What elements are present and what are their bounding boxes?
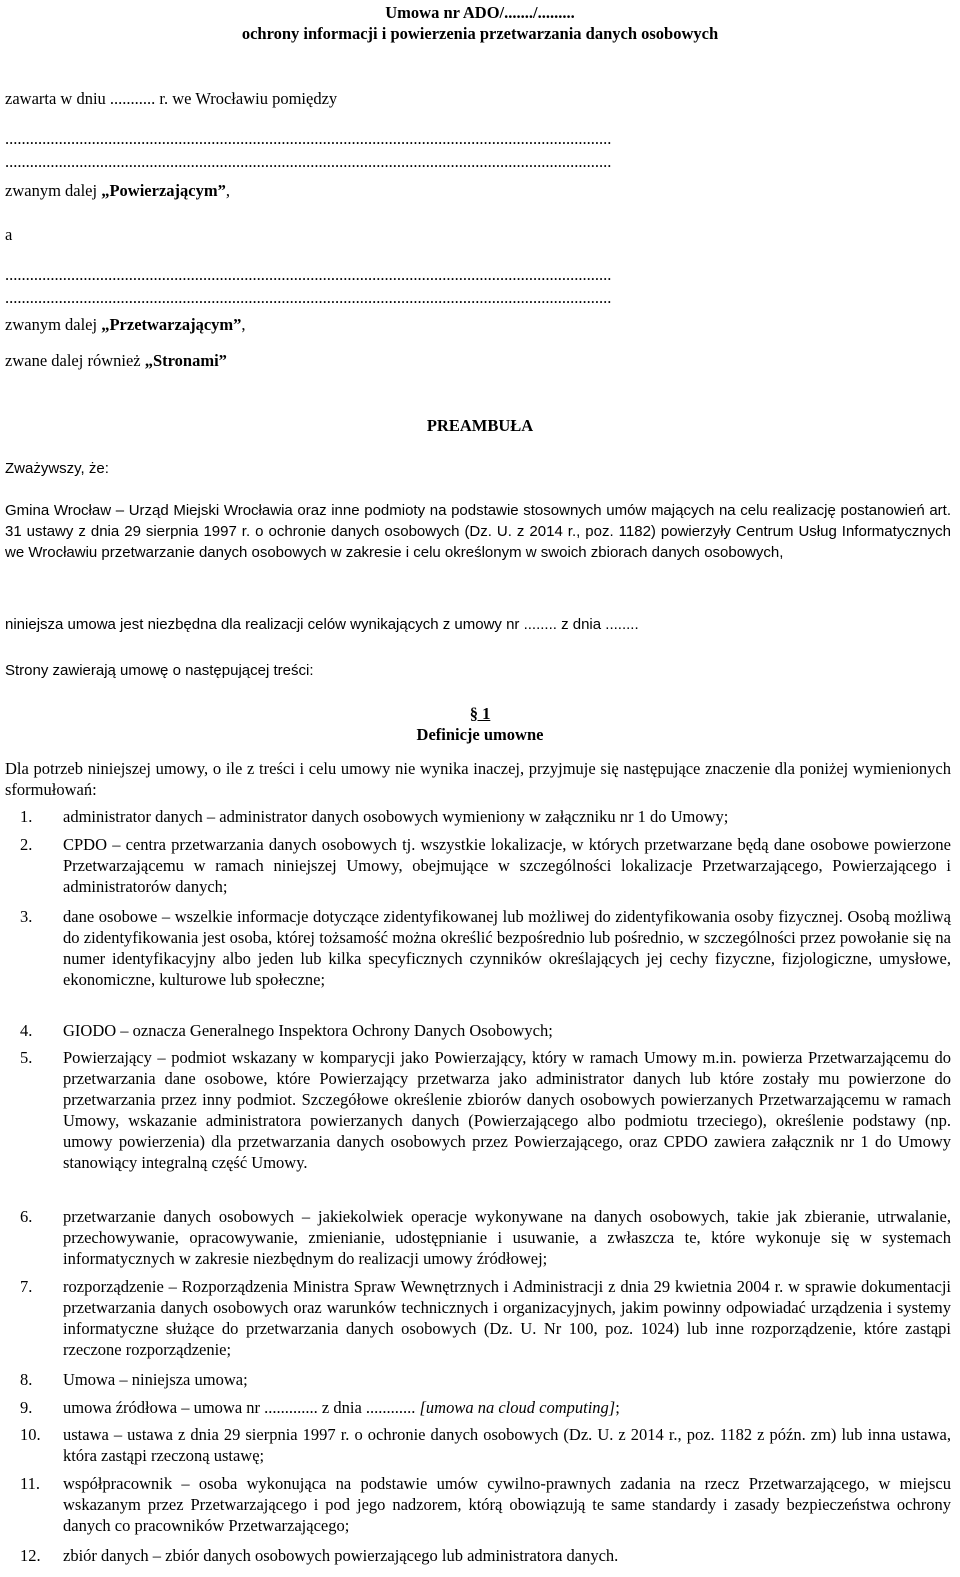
- parties-prefix: zwane dalej również: [5, 351, 145, 370]
- party1-dots-1: ...................................................................................................................................................: [5, 129, 612, 148]
- item-number: 8.: [20, 1370, 33, 1389]
- entrusting-suffix: ,: [225, 181, 230, 200]
- item-number: 1.: [20, 807, 33, 826]
- item-text: zbiór danych – zbiór danych osobowych powierzającego lub administratora danych.: [63, 1546, 619, 1565]
- item-number: 4.: [20, 1021, 33, 1040]
- document-subtitle: ochrony informacji i powierzenia przetwarzania danych osobowych: [241, 24, 719, 43]
- entrusting-line: [5, 180, 230, 201]
- section-intro: Dla potrzeb niniejszej umowy, o ile z treści i celu umowy nie wynika inaczej, przyjmuje się następujące znaczenie dla poniżej wymienionych sformułowań:: [5, 759, 951, 799]
- item-number: 3.: [20, 907, 33, 926]
- item-number: 9.: [20, 1398, 33, 1417]
- conjunction: a: [5, 225, 13, 244]
- parties-name: „Stronami”: [144, 351, 227, 370]
- party2-dots-1: ...................................................................................................................................................: [5, 265, 612, 284]
- processor-line: [5, 314, 246, 335]
- document-title: Umowa nr ADO/......./.........: [385, 3, 575, 22]
- processor-name: „Przetwarzającym”: [101, 315, 242, 334]
- item-number: 10.: [20, 1425, 41, 1444]
- item-text: dane osobowe – wszelkie informacje dotyczące zidentyfikowanej lub możliwej do zidentyfikowania osoby fizycznej. Osobą możliwą do zidentyfikowania jest osoba, której tożsamość można określić bezpośrednio lub pośrednio, w szczególności przez powołanie się na numer identyfikacyjny albo jeden lub kilka specyficznych czynników określających jej cechy fizyczne, fizjologiczne, umysłowe, ekonomiczne, kulturowe lub społeczne;: [63, 907, 951, 989]
- processor-suffix: ,: [241, 315, 246, 334]
- section-number: § 1: [469, 704, 491, 723]
- parties-line: [5, 350, 227, 371]
- item-number: 12.: [20, 1546, 41, 1565]
- item-number: 7.: [20, 1277, 33, 1296]
- item-number: 6.: [20, 1207, 33, 1226]
- item-text: [63, 1397, 951, 1418]
- preamble-paragraph-3: Strony zawierają umowę o następującej treści:: [5, 662, 314, 679]
- party1-dots-2: ...................................................................................................................................................: [5, 152, 612, 171]
- item-text-main: umowa źródłowa – umowa nr ............. z dnia ............: [63, 1398, 420, 1417]
- item-text: współpracownik – osoba wykonująca na podstawie umów cywilno-prawnych zadania na rzecz Przetwarzającego, w miejscu wskazanym przez Przetwarzającego i pod jego nadzorem, którą obowiązują te same standardy i zasady bezpieczeństwa ochrony danych co pracowników Przetwarzającego;: [63, 1474, 951, 1535]
- preamble-heading: PREAMBUŁA: [426, 416, 534, 435]
- item-text: administrator danych – administrator danych osobowych wymieniony w załączniku nr 1 do Umowy;: [63, 807, 729, 826]
- preamble-paragraph-1: Gmina Wrocław – Urząd Miejski Wrocławia oraz inne podmioty na podstawie stosownych umów mających na celu realizację postanowień art. 31 ustawy z dnia 29 sierpnia 1997 r. o ochronie danych osobowych (Dz. U. z 2014 r., poz. 1182) powierzyły Centrum Usług Informatycznych we Wrocławiu przetwarzanie danych osobowych w zakresie i celu określonym w swoich zbiorach danych osobowych,: [5, 502, 951, 561]
- item-text: CPDO – centra przetwarzania danych osobowych tj. wszystkie lokalizacje, w których przetwarzane będą dane osobowe powierzone Przetwarzającemu w ramach niniejszej Umowy, obejmujące w szczególności lokalizacje Przetwarzającego, Powierzającego i administratorów danych;: [63, 835, 951, 896]
- item-text: ustawa – ustawa z dnia 29 sierpnia 1997 r. o ochronie danych osobowych (Dz. U. z 2014 r., poz. 1182 z późn. zm) lub inna ustawa, która zastąpi rzeczoną ustawę;: [63, 1425, 951, 1465]
- item-text: Powierzający – podmiot wskazany w komparycji jako Powierzający, który w ramach Umowy m.in. powierza Przetwarzającemu do przetwarzania dane osobowe, które Powierzający przetwarza jako administrator danych lub które zostały mu powierzone do przetwarzania przez inny podmiot. Szczegółowe określenie zbiorów danych osobowych powierzanych Przetwarzającemu w ramach Umowy, wskazanie administratora powierzanych danych (Powierzającego albo podmiotu trzeciego), określenie podstawy (np. umowy powierzenia) dla przetwarzania danych osobowych przez Powierzającego, oraz CPDO zawiera załącznik nr 1 do Umowy stanowiący integralną część Umowy.: [63, 1048, 951, 1172]
- whereas-label: Zważywszy, że:: [5, 460, 109, 477]
- item-text: GIODO – oznacza Generalnego Inspektora Ochrony Danych Osobowych;: [63, 1021, 553, 1040]
- item-text-italic: [umowa na cloud computing]: [419, 1398, 616, 1417]
- item-number: 5.: [20, 1048, 33, 1067]
- entrusting-name: „Powierzającym”: [101, 181, 226, 200]
- entrusting-prefix: zwanym dalej: [5, 181, 102, 200]
- item-number: 11.: [20, 1474, 41, 1493]
- section-title: Definicje umowne: [416, 725, 544, 744]
- item-text: przetwarzanie danych osobowych – jakiekolwiek operacje wykonywane na danych osobowych, takie jak zbieranie, utrwalanie, przechowywanie, opracowywanie, zmienianie, udostępnianie i usuwanie, a zwłaszcza te, które wykonuje się w systemach informatycznych w zakresie niezbędnym do realizacji umowy źródłowej;: [63, 1207, 951, 1268]
- item-number: 2.: [20, 835, 33, 854]
- concluded-line: zawarta w dniu ........... r. we Wrocławiu pomiędzy: [5, 89, 338, 108]
- item-text-after: ;: [615, 1398, 620, 1417]
- preamble-paragraph-2: niniejsza umowa jest niezbędna dla realizacji celów wynikających z umowy nr ........ z dnia ........: [5, 616, 639, 633]
- processor-prefix: zwanym dalej: [5, 315, 102, 334]
- party2-dots-2: ...................................................................................................................................................: [5, 288, 612, 307]
- item-text: Umowa – niniejsza umowa;: [63, 1370, 248, 1389]
- item-text: rozporządzenie – Rozporządzenia Ministra Spraw Wewnętrznych i Administracji z dnia 29 kwietnia 2004 r. w sprawie dokumentacji przetwarzania danych osobowych oraz warunków technicznych i organizacyjnych, jakim powinny odpowiadać urządzenia i systemy informatyczne służące do przetwarzania danych osobowych (Dz. U. Nr 100, poz. 1024) lub inne rozporządzenie, które zastąpi rzeczone rozporządzenie;: [63, 1277, 951, 1359]
